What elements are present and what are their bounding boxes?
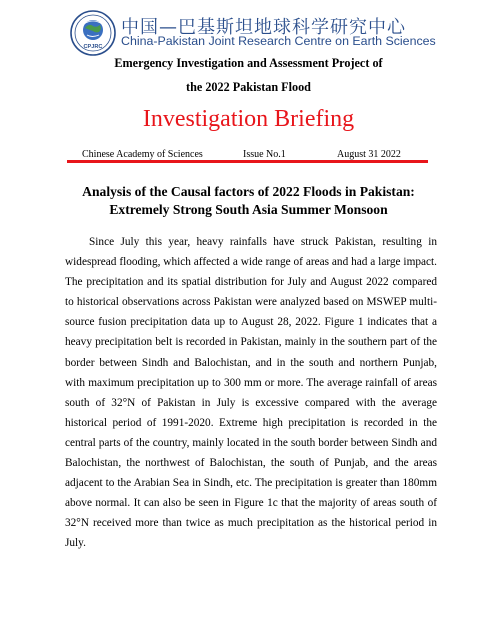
organization-name-chinese: 中国—巴基斯坦地球科学研究中心 (121, 17, 406, 38)
issue-number: Issue No.1 (243, 149, 286, 160)
organization-name-english: China-Pakistan Joint Research Centre on Earth Sciences (121, 34, 436, 48)
briefing-heading: Investigation Briefing (142, 106, 355, 132)
logo-text: CPJRC (83, 44, 103, 50)
cpjrc-logo-icon (70, 10, 116, 56)
institution-label: Chinese Academy of Sciences (82, 149, 203, 160)
article-paragraph: Since July this year, heavy rainfalls have struck Pakistan, resulting in widespread flooding, which affected a wide range of areas and had a large impact. The precipitation and its spatial distribution for July and August 2022 compared to historical observations across Pakistan were analyzed based on MSWEP multi-source fusion precipitation data up to August 28, 2022. Figure 1 indicates that a heavy precipitation belt is recorded in Pakistan, mainly in the southern part of the border between Sindh and Balochistan, and in the south and northern Punjab, with maximum precipitation up to 300 mm or more. The average rainfall of areas south of 32°N of Pakistan in July is excessive compared with the average historical period of 1991-2020. Extreme high precipitation is recorded in the central parts of the country, mainly located in the south border between Sindh and Balochistan, the northwest of Balochistan, the south of Punjab, and the areas adjacent to the Arabian Sea in Sindh, etc. The precipitation is greater than 180mm above normal. It can also be seen in Figure 1c that the majority of areas south of 32°N received more than twice as much precipitation as the historical period in July. (65, 236, 437, 550)
issue-date: August 31 2022 (337, 149, 401, 160)
red-divider (67, 160, 428, 163)
project-title-line-2: the 2022 Pakistan Flood (186, 80, 311, 94)
article-title: Analysis of the Causal factors of 2022 Floods in Pakistan: Extremely Strong South Asia Summer Monsoon (82, 184, 415, 217)
project-title-line-1: Emergency Investigation and Assessment Project of (114, 56, 383, 70)
